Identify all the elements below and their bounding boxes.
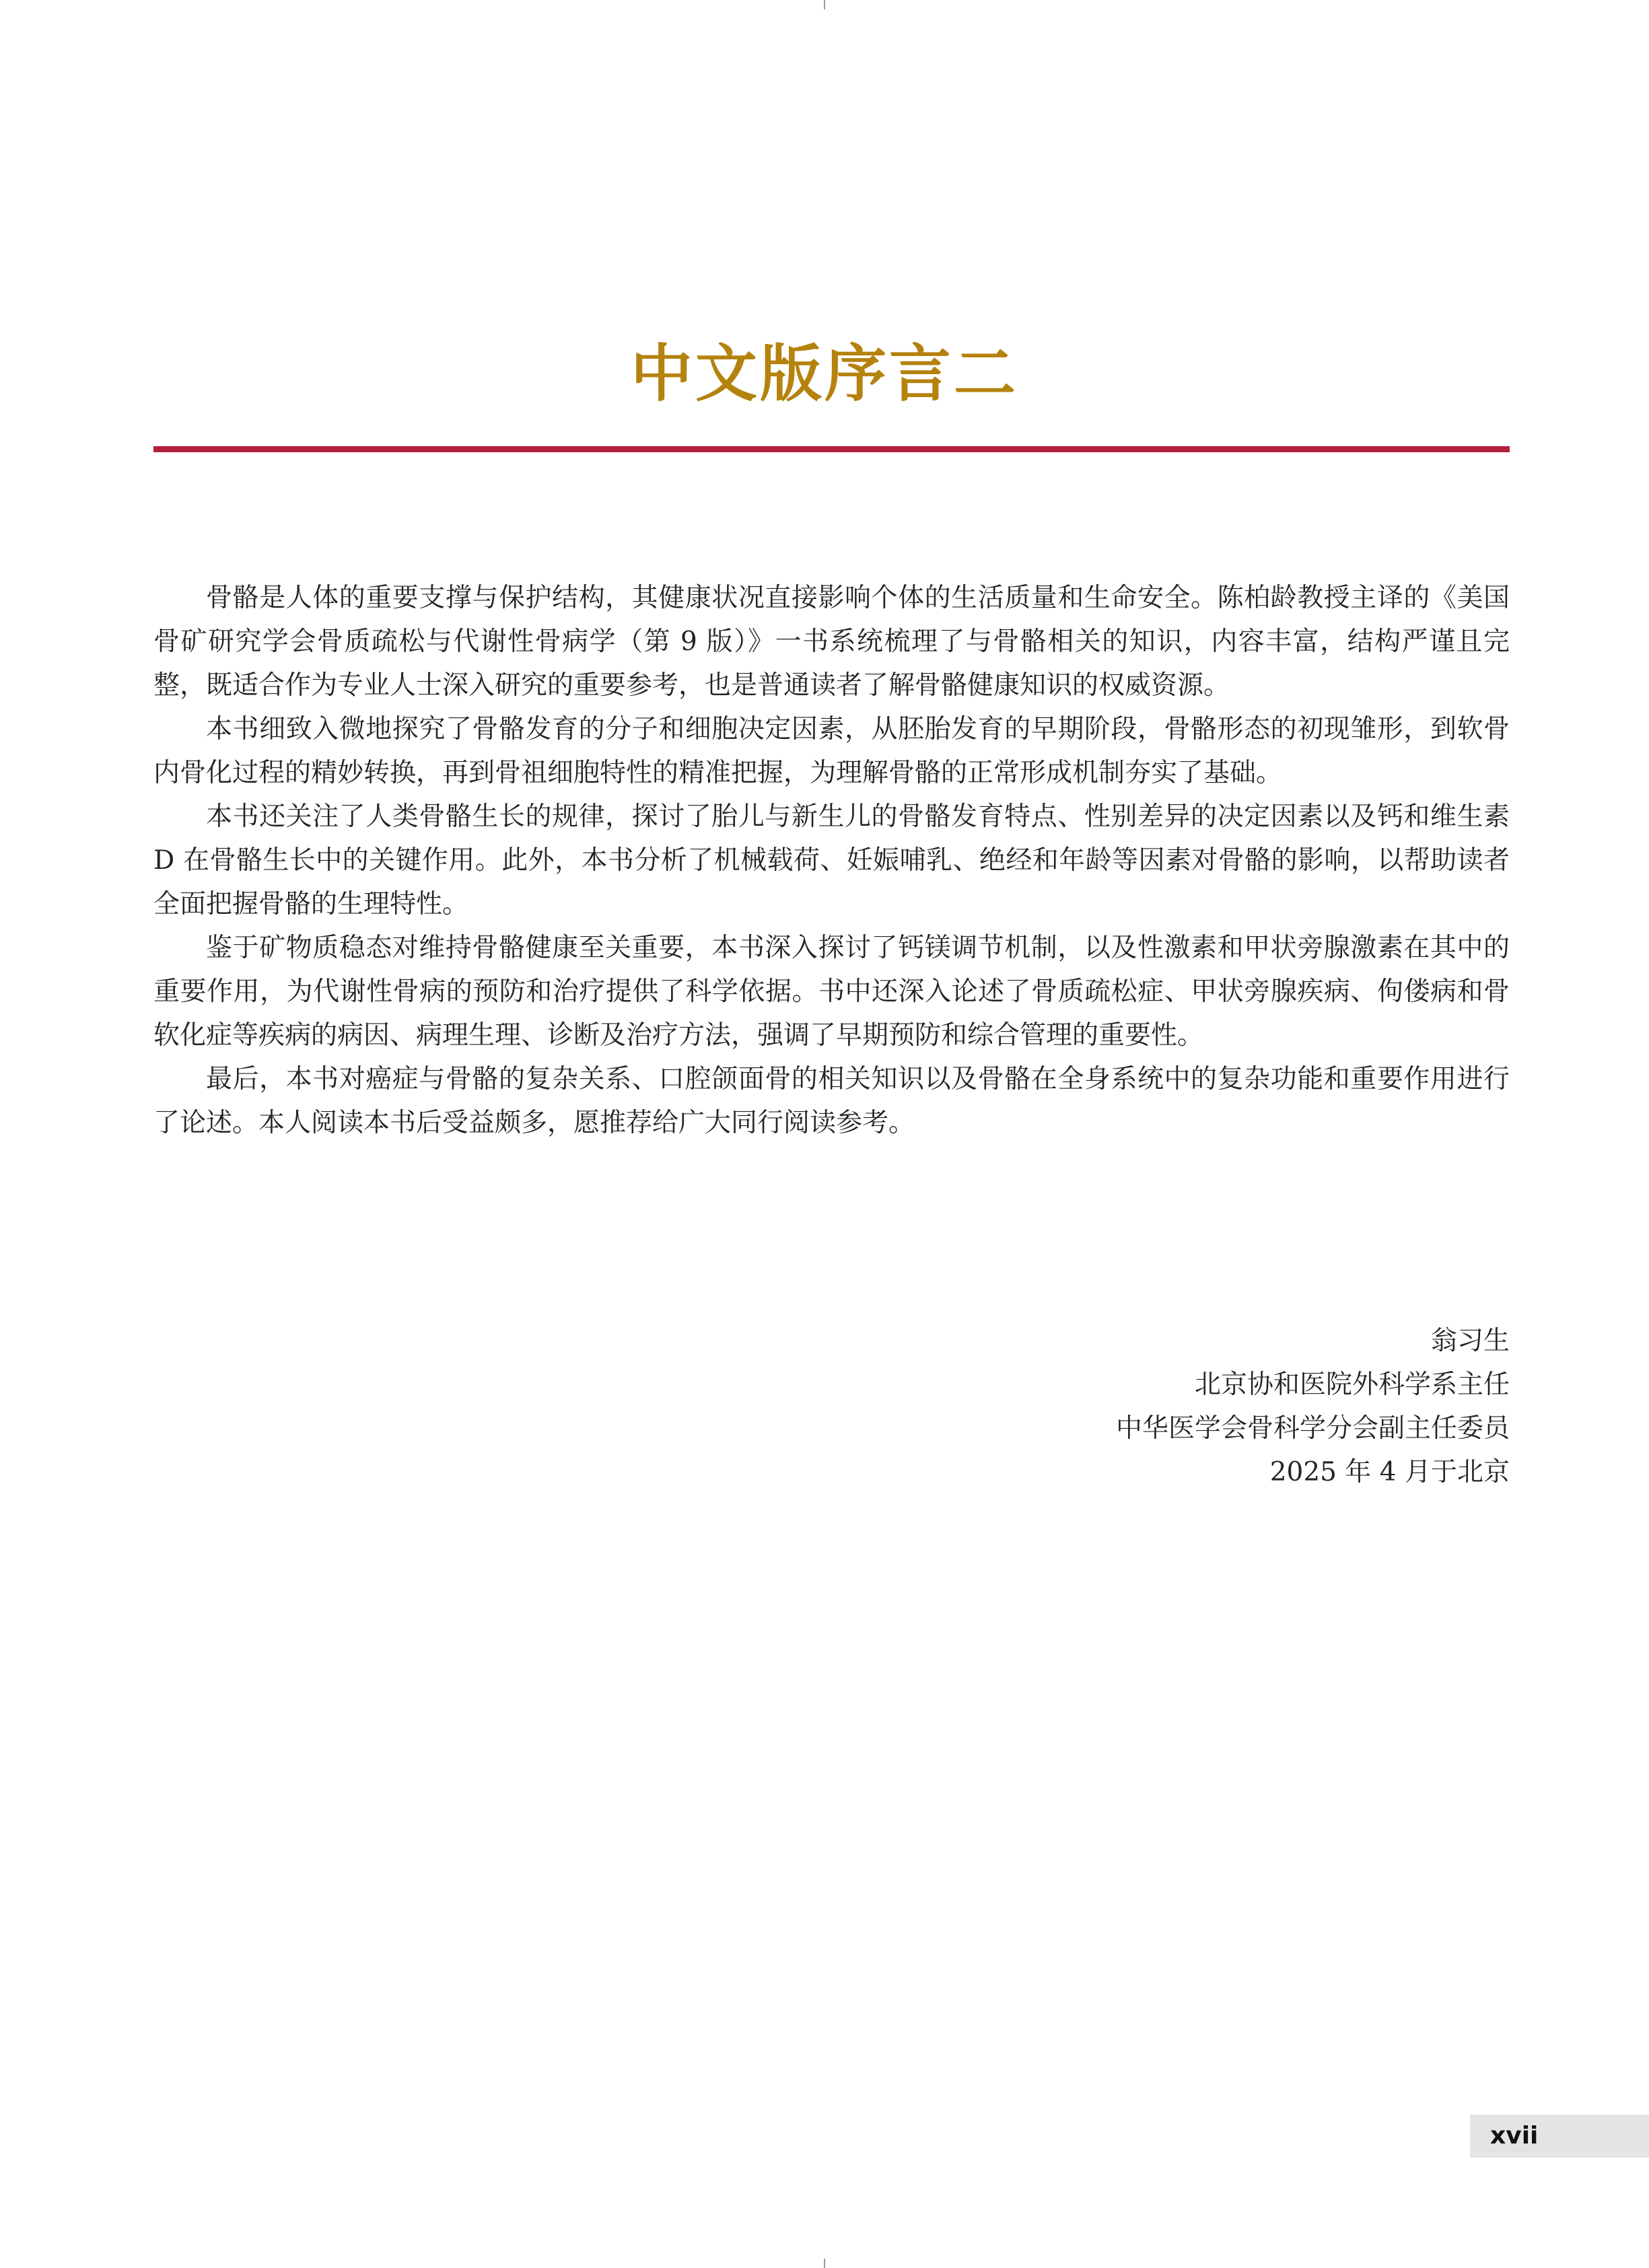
- crop-mark-top: [824, 0, 825, 9]
- crop-mark-bottom: [824, 2259, 825, 2268]
- author-name: 翁习生: [1430, 1326, 1510, 1356]
- signature-date: 2025 年 4 月于北京: [1269, 1457, 1510, 1487]
- paragraph-4: 鉴于矿物质稳态对维持骨骼健康至关重要，本书深入探讨了钙镁调节机制，以及性激素和甲状旁腺激素在其中的重要作用，为代谢性骨病的预防和治疗提供了科学依据。书中还深入论述了骨质疏松症、甲状旁腺疾病、佝偻病和骨软化症等疾病的病因、病理生理、诊断及治疗方法，强调了早期预防和综合管理的重要性。: [153, 933, 1510, 1051]
- author-role: 中华医学会骨科学分会副主任委员: [1115, 1413, 1510, 1444]
- author-position: 北京协和医院外科学系主任: [1194, 1370, 1510, 1400]
- paragraph-2: 本书细致入微地探究了骨骼发育的分子和细胞决定因素，从胚胎发育的早期阶段，骨骼形态的初现雏形，到软骨内骨化过程的精妙转换，再到骨祖细胞特性的精准把握，为理解骨骼的正常形成机制夯实了基础。: [153, 714, 1510, 788]
- title-divider: [153, 446, 1510, 452]
- paragraph-3: 本书还关注了人类骨骼生长的规律，探讨了胎儿与新生儿的骨骼发育特点、性别差异的决定因素以及钙和维生素 D 在骨骼生长中的关键作用。此外，本书分析了机械载荷、妊娠哺乳、绝经和年龄等因素对骨骼的影响，以帮助读者全面把握骨骼的生理特性。: [153, 802, 1510, 919]
- page-number: xvii: [1490, 2122, 1539, 2150]
- page-title: 中文版序言二: [630, 337, 1018, 410]
- page-number-tab: [1470, 2115, 1649, 2158]
- paragraph-5: 最后，本书对癌症与骨骼的复杂关系、口腔颌面骨的相关知识以及骨骼在全身系统中的复杂功能和重要作用进行了论述。本人阅读本书后受益颇多，愿推荐给广大同行阅读参考。: [153, 1064, 1510, 1138]
- paragraph-1: 骨骼是人体的重要支撑与保护结构，其健康状况直接影响个体的生活质量和生命安全。陈柏龄教授主译的《美国骨矿研究学会骨质疏松与代谢性骨病学（第 9 版）》一书系统梳理了与骨骼相关的知识，内容丰富，结构严谨且完整，既适合作为专业人士深入研究的重要参考，也是普通读者了解骨骼健康知识的权威资源。: [153, 583, 1510, 701]
- preface-body: [153, 576, 1510, 1145]
- signature-block: [1116, 1319, 1510, 1494]
